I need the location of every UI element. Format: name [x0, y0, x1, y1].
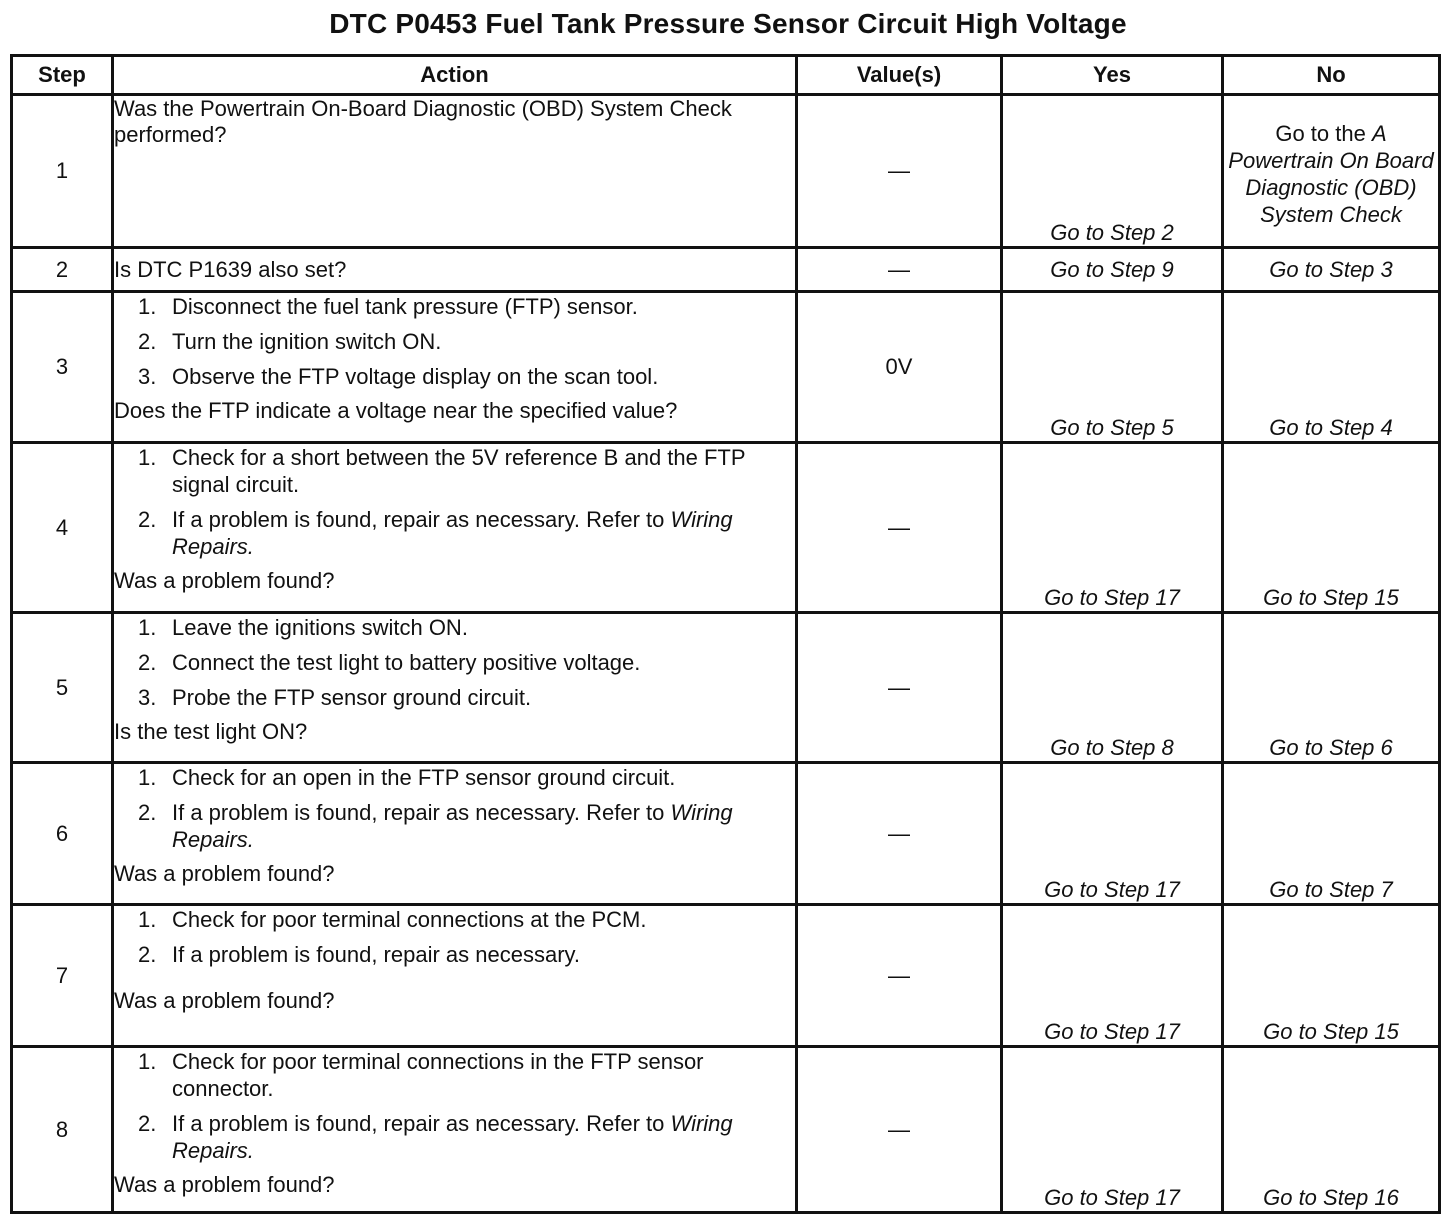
- action-cell: [113, 292, 797, 443]
- value-cell: —: [797, 613, 1002, 763]
- step-item-number: 1.: [138, 1049, 157, 1074]
- header-no: No: [1223, 56, 1440, 95]
- action-step: [138, 444, 795, 498]
- action-cell: [113, 905, 797, 1047]
- step-item-number: 1.: [138, 615, 157, 640]
- step-item-text: If a problem is found, repair as necessary.: [172, 942, 581, 967]
- action-steps: [114, 614, 795, 711]
- action-step: [138, 906, 795, 933]
- yes-cell: Go to Step 9: [1002, 248, 1223, 292]
- action-steps: [114, 293, 795, 390]
- table-row: [12, 95, 1440, 248]
- action-step: [138, 941, 795, 968]
- no-cell: Go to Step 4: [1223, 292, 1440, 443]
- action-cell: [113, 613, 797, 763]
- step-number: 1: [12, 95, 113, 248]
- table-row: [12, 443, 1440, 613]
- step-item-text: Turn the ignition switch ON.: [172, 329, 442, 354]
- action-steps: [114, 1048, 795, 1164]
- table-row: [12, 905, 1440, 1047]
- step-item-text: Observe the FTP voltage display on the scan tool.: [172, 364, 659, 389]
- step-item-number: 2.: [138, 650, 157, 675]
- action-step: [138, 764, 795, 791]
- no-cell: Go to Step 7: [1223, 763, 1440, 905]
- step-item-text: Disconnect the fuel tank pressure (FTP) sensor.: [172, 294, 638, 319]
- no-cell: Go to Step 6: [1223, 613, 1440, 763]
- step-number: 7: [12, 905, 113, 1047]
- value-cell: —: [797, 1047, 1002, 1213]
- action-steps: [114, 906, 795, 968]
- table-row: [12, 763, 1440, 905]
- no-cell: Go to Step 3: [1223, 248, 1440, 292]
- table-row: [12, 613, 1440, 763]
- action-step: [138, 649, 795, 676]
- step-item-text: Check for poor terminal connections at the PCM.: [172, 907, 647, 932]
- step-number: 6: [12, 763, 113, 905]
- step-item-text: Connect the test light to battery positive voltage.: [172, 650, 641, 675]
- step-number: 3: [12, 292, 113, 443]
- step-item-number: 1.: [138, 294, 157, 319]
- action-step: [138, 614, 795, 641]
- action-question: Was a problem found?: [114, 568, 335, 593]
- yes-cell: Go to Step 2: [1002, 95, 1223, 248]
- action-step: [138, 363, 795, 390]
- value-cell: —: [797, 443, 1002, 613]
- step-number: 5: [12, 613, 113, 763]
- action-question: Was a problem found?: [114, 1172, 335, 1197]
- action-cell: [113, 95, 797, 248]
- step-item-text: Probe the FTP sensor ground circuit.: [172, 685, 532, 710]
- header-yes: Yes: [1002, 56, 1223, 95]
- table-row: [12, 292, 1440, 443]
- action-cell: [113, 248, 797, 292]
- diagnostic-table: [10, 54, 1441, 1214]
- no-prefix: Go to the: [1275, 121, 1372, 146]
- step-item-number: 2.: [138, 942, 157, 967]
- yes-cell: Go to Step 5: [1002, 292, 1223, 443]
- step-item-number: 1.: [138, 445, 157, 470]
- page-title: DTC P0453 Fuel Tank Pressure Sensor Circuit High Voltage: [329, 8, 1127, 39]
- step-item-number: 2.: [138, 329, 157, 354]
- header-action: Action: [113, 56, 797, 95]
- step-item-number: 2.: [138, 507, 157, 532]
- no-cell: Go to Step 15: [1223, 443, 1440, 613]
- step-item-text: If a problem is found, repair as necessary. Refer to: [172, 800, 671, 825]
- table-row: [12, 248, 1440, 292]
- step-item-text: If a problem is found, repair as necessary. Refer to: [172, 507, 671, 532]
- action-question: Does the FTP indicate a voltage near the specified value?: [114, 398, 678, 423]
- action-cell: [113, 763, 797, 905]
- step-number: 4: [12, 443, 113, 613]
- yes-cell: Go to Step 17: [1002, 763, 1223, 905]
- obd-check-reference: A Powertrain On Board Diagnostic (OBD) System Check: [1228, 121, 1434, 227]
- step-item-text: Leave the ignitions switch ON.: [172, 615, 468, 640]
- action-question: Was a problem found?: [114, 988, 335, 1013]
- yes-cell: Go to Step 17: [1002, 443, 1223, 613]
- step-item-text: Check for a short between the 5V reference B and the FTP signal circuit.: [172, 445, 746, 497]
- action-step: [138, 1048, 795, 1102]
- action-steps: [114, 444, 795, 560]
- step-item-number: 3.: [138, 364, 157, 389]
- action-step: [138, 1110, 795, 1164]
- yes-cell: Go to Step 8: [1002, 613, 1223, 763]
- action-cell: [113, 443, 797, 613]
- table-row: [12, 1047, 1440, 1213]
- step-item-number: 1.: [138, 765, 157, 790]
- step-item-text: If a problem is found, repair as necessary. Refer to: [172, 1111, 671, 1136]
- no-cell: Go to Step 15: [1223, 905, 1440, 1047]
- action-step: [138, 684, 795, 711]
- action-cell: [113, 1047, 797, 1213]
- no-cell: [1223, 95, 1440, 248]
- step-item-text: Check for poor terminal connections in the FTP sensor connector.: [172, 1049, 704, 1101]
- no-cell: Go to Step 16: [1223, 1047, 1440, 1213]
- step-item-number: 2.: [138, 800, 157, 825]
- wiring-repairs-reference: Wiring Repairs.: [172, 800, 733, 852]
- header-step: Step: [12, 56, 113, 95]
- value-cell: —: [797, 905, 1002, 1047]
- step-item-number: 3.: [138, 685, 157, 710]
- action-question: Was a problem found?: [114, 861, 335, 886]
- action-question: Was the Powertrain On-Board Diagnostic (OBD) System Check performed?: [114, 96, 732, 147]
- wiring-repairs-reference: Wiring Repairs.: [172, 507, 733, 559]
- step-number: 2: [12, 248, 113, 292]
- action-step: [138, 328, 795, 355]
- table-header-row: [12, 56, 1440, 95]
- action-step: [138, 293, 795, 320]
- wiring-repairs-reference: Wiring Repairs.: [172, 1111, 733, 1163]
- action-question: Is the test light ON?: [114, 719, 308, 744]
- step-item-number: 1.: [138, 907, 157, 932]
- action-question: Is DTC P1639 also set?: [114, 256, 347, 282]
- value-cell: —: [797, 248, 1002, 292]
- step-item-number: 2.: [138, 1111, 157, 1136]
- step-item-text: Check for an open in the FTP sensor ground circuit.: [172, 765, 676, 790]
- value-cell: 0V: [797, 292, 1002, 443]
- yes-cell: Go to Step 17: [1002, 905, 1223, 1047]
- header-values: Value(s): [797, 56, 1002, 95]
- yes-cell: Go to Step 17: [1002, 1047, 1223, 1213]
- action-step: [138, 506, 795, 560]
- action-steps: [114, 764, 795, 853]
- value-cell: —: [797, 763, 1002, 905]
- action-step: [138, 799, 795, 853]
- value-cell: —: [797, 95, 1002, 248]
- step-number: 8: [12, 1047, 113, 1213]
